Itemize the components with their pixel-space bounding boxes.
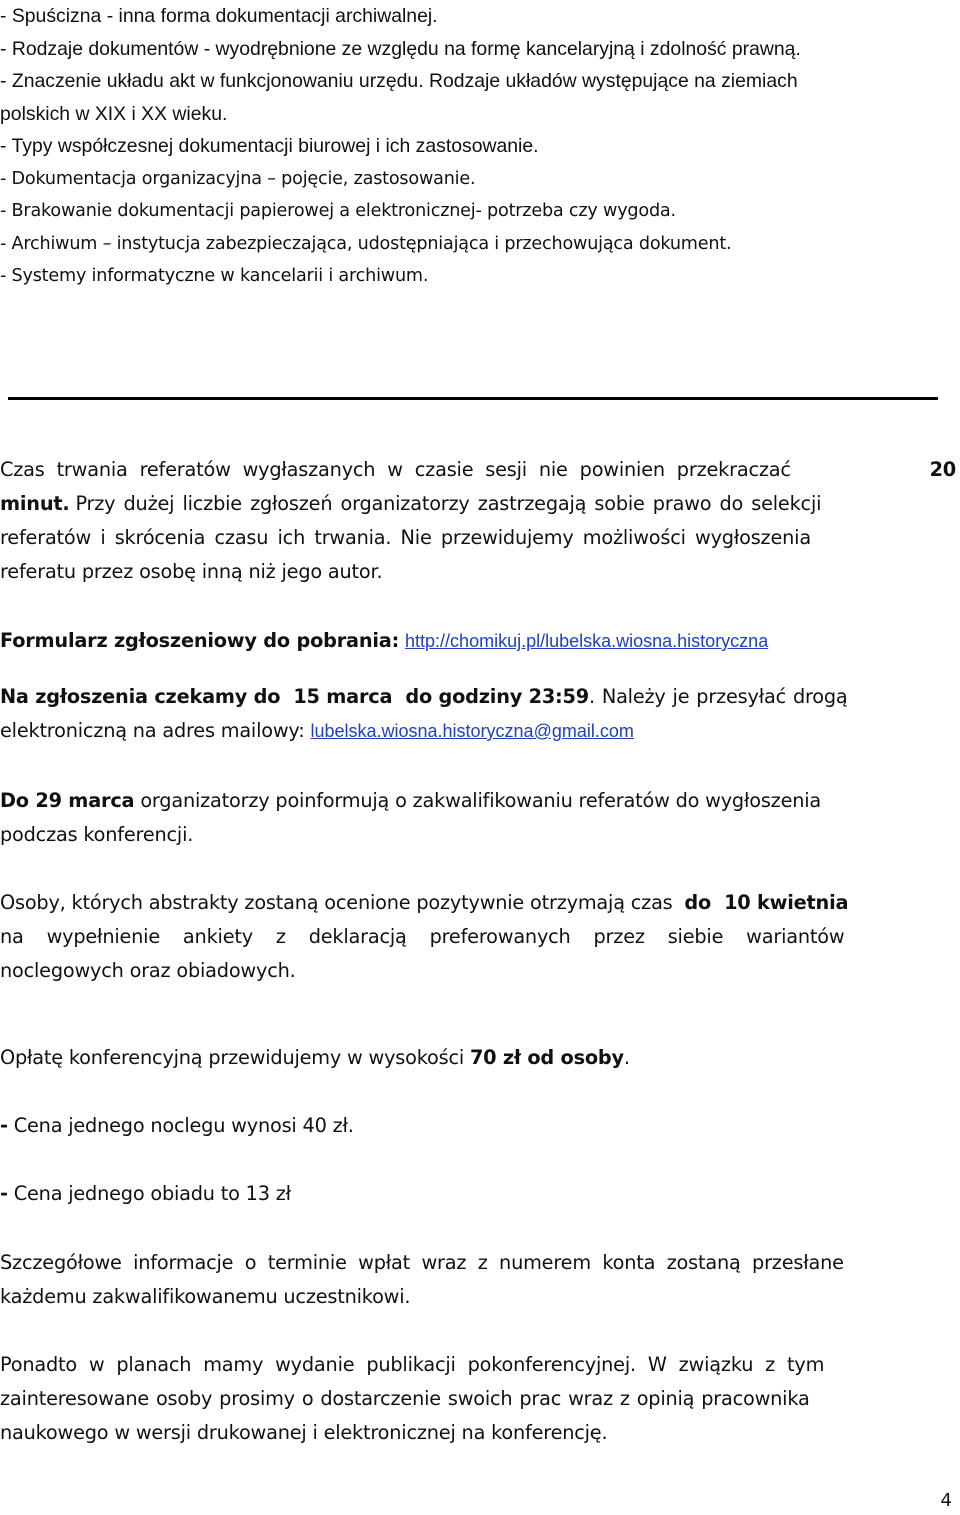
paragraph-line bbox=[0, 920, 956, 954]
duration-text: Czas trwania referatów wygłaszanych w czasie sesji nie powinien przekraczać bbox=[0, 458, 791, 481]
topic-item: - Rodzaje dokumentów - wyodrębnione ze względu na formę kancelaryjną i zdolność prawną. bbox=[0, 37, 801, 60]
duration-paragraph bbox=[0, 453, 956, 589]
survey-text: Osoby, których abstrakty zostaną ocenione pozytywnie otrzymają czas bbox=[0, 891, 673, 914]
form-label: Formularz zgłoszeniowy do pobrania: bbox=[0, 629, 400, 652]
paragraph-line bbox=[0, 1041, 956, 1075]
paragraph-line bbox=[0, 954, 956, 988]
section-divider bbox=[8, 397, 938, 400]
fee-text: Opłatę konferencyjną przewidujemy w wysokości bbox=[0, 1046, 465, 1069]
deadline-paragraph bbox=[0, 680, 956, 748]
dinner-dash: - bbox=[0, 1182, 8, 1205]
paragraph-line bbox=[0, 1246, 956, 1280]
paragraph-line bbox=[0, 1109, 956, 1143]
paragraph-line bbox=[0, 1382, 956, 1416]
publication-text: naukowego w wersji drukowanej i elektronicznej na konferencję. bbox=[0, 1421, 608, 1444]
dinner-price bbox=[0, 1177, 956, 1211]
paragraph-line bbox=[0, 1348, 956, 1382]
form-download-link[interactable]: http://chomikuj.pl/lubelska.wiosna.historyczna bbox=[405, 631, 769, 651]
payment-paragraph bbox=[0, 1246, 956, 1314]
deadline-date: Na zgłoszenia czekamy do 15 marca do godziny 23:59 bbox=[0, 685, 589, 708]
paragraph-line bbox=[0, 680, 956, 714]
paragraph-line bbox=[0, 487, 956, 521]
topic-item: polskich w XIX i XX wieku. bbox=[0, 102, 228, 125]
paragraph-line bbox=[0, 886, 956, 920]
duration-minutes: 20 bbox=[929, 458, 956, 481]
topic-item: - Systemy informatyczne w kancelarii i archiwum. bbox=[0, 266, 429, 286]
fee-paragraph bbox=[0, 1041, 956, 1075]
notify-date: Do 29 marca bbox=[0, 789, 135, 812]
paragraph-line bbox=[0, 555, 956, 589]
paragraph-line bbox=[0, 521, 956, 555]
payment-text: każdemu zakwalifikowanemu uczestnikowi. bbox=[0, 1285, 411, 1308]
paragraph-line bbox=[0, 818, 956, 852]
paragraph-line bbox=[0, 1416, 956, 1450]
paragraph-line bbox=[0, 1280, 956, 1314]
notify-paragraph bbox=[0, 784, 956, 852]
topic-item: - Spuścizna - inna forma dokumentacji archiwalnej. bbox=[0, 5, 438, 27]
duration-text: Przy dużej liczbie zgłoszeń organizatorzy zastrzegają sobie prawo do selekcji bbox=[75, 492, 822, 515]
form-download bbox=[0, 624, 956, 658]
dinner-text: Cena jednego obiadu to 13 zł bbox=[13, 1182, 291, 1205]
notify-text: organizatorzy poinformują o zakwalifikowaniu referatów do wygłoszenia bbox=[140, 789, 822, 812]
payment-text: Szczegółowe informacje o terminie wpłat wraz z numerem konta zostaną przesłane bbox=[0, 1251, 844, 1274]
page-number: 4 bbox=[940, 1490, 952, 1511]
fee-amount: 70 zł od osoby bbox=[469, 1046, 624, 1069]
paragraph-line bbox=[0, 453, 956, 487]
topic-item: - Brakowanie dokumentacji papierowej a elektronicznej- potrzeba czy wygoda. bbox=[0, 201, 676, 221]
topic-item: - Dokumentacja organizacyjna – pojęcie, zastosowanie. bbox=[0, 168, 476, 189]
topic-item: - Archiwum – instytucja zabezpieczająca, udostępniająca i przechowująca dokument. bbox=[0, 233, 732, 254]
lodging-dash: - bbox=[0, 1114, 8, 1137]
paragraph-line bbox=[0, 784, 956, 818]
topic-item: - Typy współczesnej dokumentacji biurowej i ich zastosowanie. bbox=[0, 135, 539, 157]
publication-text: Ponadto w planach mamy wydanie publikacji pokonferencyjnej. W związku z tym bbox=[0, 1353, 825, 1376]
publication-paragraph bbox=[0, 1348, 956, 1450]
fee-end: . bbox=[623, 1046, 630, 1069]
duration-text: referatu przez osobę inną niż jego autor. bbox=[0, 560, 383, 583]
topic-list bbox=[0, 0, 960, 293]
survey-paragraph bbox=[0, 886, 956, 988]
lodging-text: Cena jednego noclegu wynosi 40 zł. bbox=[13, 1114, 354, 1137]
survey-text: na wypełnienie ankiety z deklaracją preferowanych przez siebie wariantów bbox=[0, 925, 845, 948]
notify-text: podczas konferencji. bbox=[0, 823, 194, 846]
paragraph-line bbox=[0, 624, 956, 658]
duration-text: referatów i skrócenia czasu ich trwania. Nie przewidujemy możliwości wygłoszenia bbox=[0, 526, 811, 549]
publication-text: zainteresowane osoby prosimy o dostarczenie swoich prac wraz z opinią pracownika bbox=[0, 1387, 810, 1410]
survey-text: noclegowych oraz obiadowych. bbox=[0, 959, 296, 982]
duration-unit: minut. bbox=[0, 492, 70, 515]
topic-item: - Znaczenie układu akt w funkcjonowaniu urzędu. Rodzaje układów występujące na ziemiach bbox=[0, 70, 798, 92]
paragraph-line bbox=[0, 1177, 956, 1211]
deadline-text: elektroniczną na adres mailowy: bbox=[0, 719, 305, 742]
paragraph-line bbox=[0, 714, 956, 748]
deadline-text: . Należy je przesyłać drogą bbox=[588, 685, 848, 708]
lodging-price bbox=[0, 1109, 956, 1143]
email-link[interactable]: lubelska.wiosna.historyczna@gmail.com bbox=[310, 721, 634, 741]
survey-date: do 10 kwietnia bbox=[684, 891, 849, 914]
